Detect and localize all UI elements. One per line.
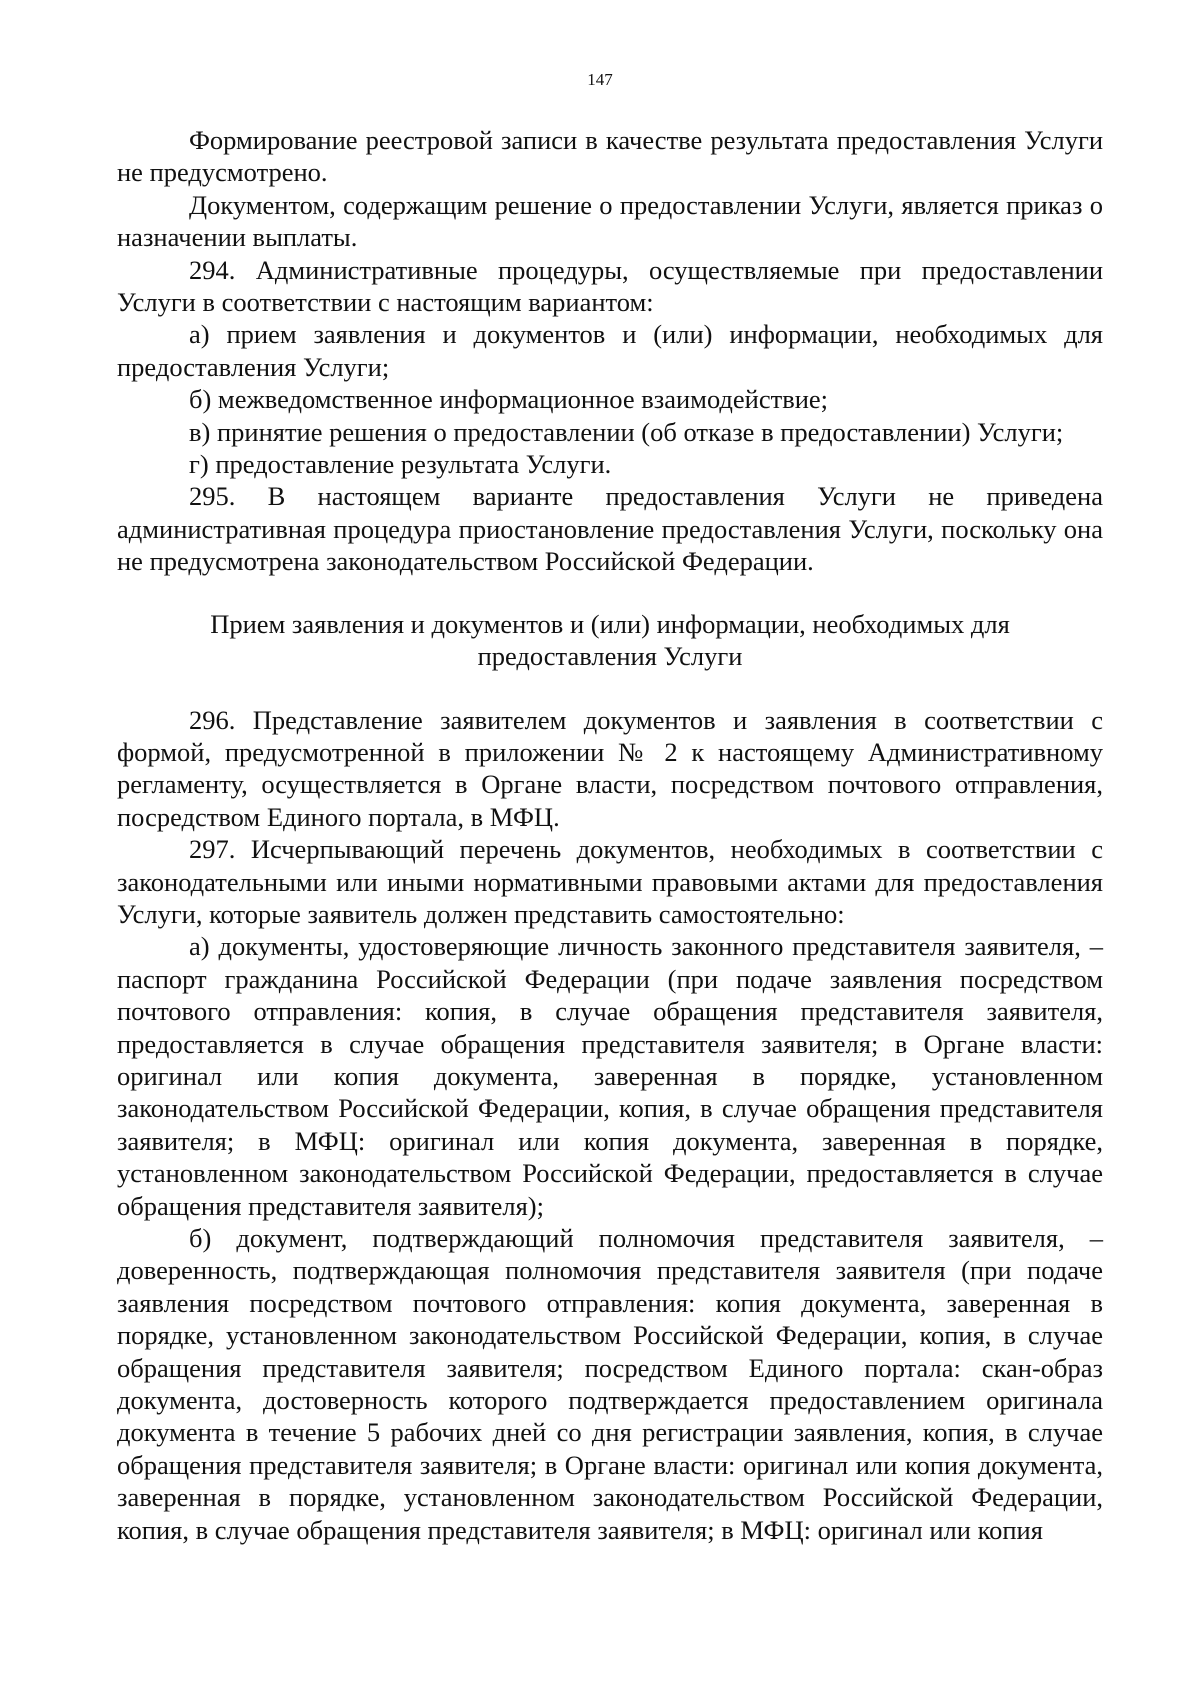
paragraph: 295. В настоящем варианте предоставления Услуги не приведена административная процедура приостановление предоставления Услуги, поскольку она не предусмотрена законодательством Российской Федерации. — [117, 481, 1103, 577]
list-item: в) принятие решения о предоставлении (об отказе в предоставлении) Услуги; — [189, 416, 1064, 447]
paragraph: 294. Административные процедуры, осуществляемые при предоставлении Услуги в соответствии с настоящим вариантом: — [117, 254, 1103, 318]
list-item: а) прием заявления и документов и (или) информации, необходимых для предоставления Услуги; — [117, 319, 1103, 382]
list-item: б) документ, подтверждающий полномочия представителя заявителя, – доверенность, подтверждающая полномочия представителя заявителя (при подаче заявления посредством почтового отправления: копия документа, заверенная в порядке, установленном законодательством Российской Федерации, копия, в случае обращения представителя заявителя; посредством Единого портала: скан-образ документа, достоверность которого подтверждается предоставлением оригинала документа в течение 5 рабочих дней со дня регистрации заявления, копия, в случае обращения представителя заявителя; в Органе власти: оригинал или копия документа, заверенная в порядке, установленном законодательством Российской Федерации, копия, в случае обращения представителя заявителя; в МФЦ: оригинал или копия — [117, 1223, 1103, 1545]
page-number: 147 — [587, 70, 613, 89]
document-body — [117, 124, 1103, 1546]
list-item: г) предоставление результата Услуги. — [189, 449, 612, 480]
list-item: а) документы, удостоверяющие личность законного представителя заявителя, – паспорт гражданина Российской Федерации (при подаче заявления посредством почтового отправления: копия, в случае обращения представителя заявителя, предоставляется в случае обращения представителя заявителя; в Органе власти: оригинал или копия документа, заверенная в порядке, установленном законодательством Российской Федерации, копия, в случае обращения представителя заявителя; в МФЦ: оригинал или копия документа, заверенная в порядке, установленном законодательством Российской Федерации, предоставляется в случае обращения представителя заявителя); — [117, 931, 1103, 1221]
paragraph: 297. Исчерпывающий перечень документов, необходимых в соответствии с законодательными или иными нормативными правовыми актами для предоставления Услуги, которые заявитель должен представить самостоятельно: — [117, 834, 1103, 929]
paragraph: 296. Представление заявителем документов и заявления в соответствии с формой, предусмотренной в приложении № 2 к настоящему Административному регламенту, осуществляется в Органе власти, посредством почтового отправления, посредством Единого портала, в МФЦ. — [117, 704, 1103, 832]
paragraph: Формирование реестровой записи в качестве результата предоставления Услуги не предусмотрено. — [117, 125, 1103, 188]
paragraph: Документом, содержащим решение о предоставлении Услуги, является приказ о назначении выплаты. — [117, 189, 1103, 253]
section-heading: Прием заявления и документов и (или) информации, необходимых для предоставления Услуги — [210, 608, 1010, 672]
list-item: б) межведомственное информационное взаимодействие; — [189, 384, 829, 415]
